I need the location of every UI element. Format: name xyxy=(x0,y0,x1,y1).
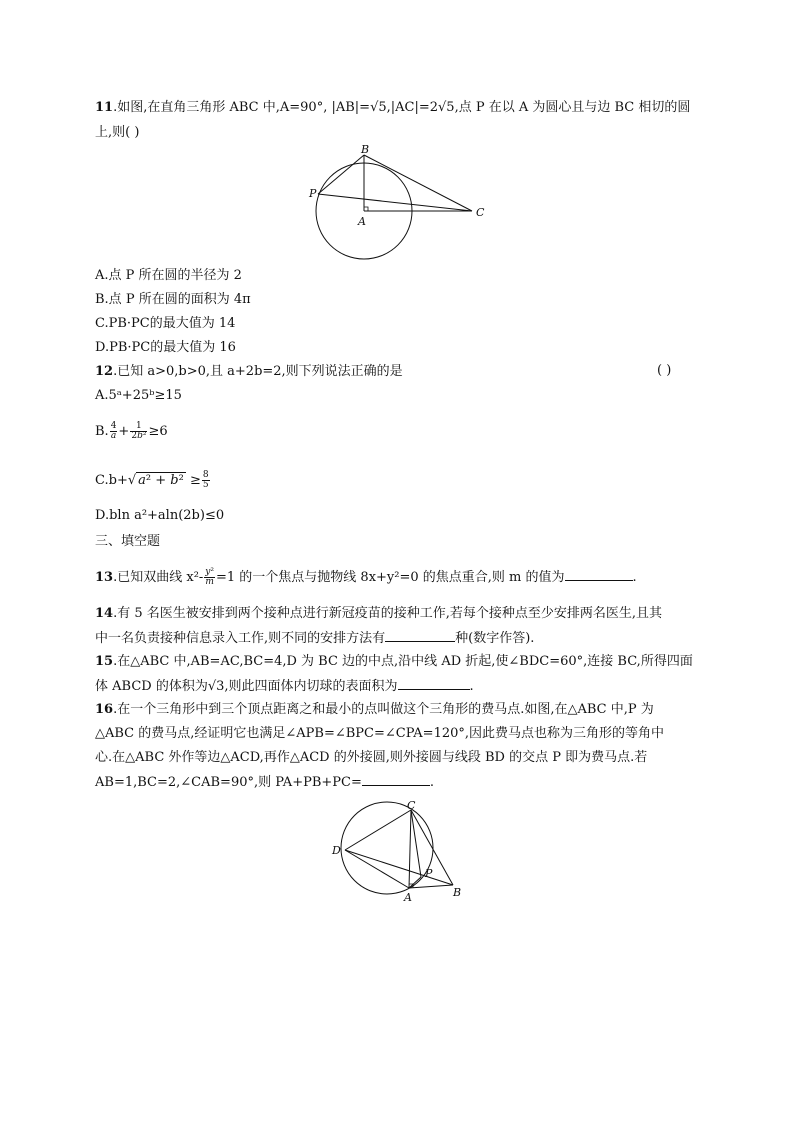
q11-label-p: P xyxy=(309,187,317,200)
q15-line2-after: . xyxy=(469,679,474,694)
q13-text-after: =1 的一个焦点与抛物线 8x+y²=0 的焦点重合,则 m 的值为 xyxy=(216,570,565,585)
q16-line1 xyxy=(95,701,654,719)
q11-segment-pc xyxy=(318,194,472,211)
q11-option-b: B.点 P 所在圆的面积为 4π xyxy=(95,292,251,307)
q16-circle xyxy=(341,802,433,894)
q16-segment-da xyxy=(345,850,409,888)
q16-answer-blank[interactable] xyxy=(362,773,430,786)
q11-segment-bc xyxy=(364,155,472,211)
q16-line2: △ABC 的费马点,经证明它也满足∠APB=∠BPC=∠CPA=120°,因此费马点也称为三角形的等角中 xyxy=(95,726,665,741)
q11-option-d: D.PB·PC的最大值为 16 xyxy=(95,340,236,355)
q16-label-c: C xyxy=(407,800,416,812)
q13-number: 13 xyxy=(95,570,114,585)
q12-option-b-prefix: B. xyxy=(95,424,109,439)
q11-number: 11 xyxy=(95,100,114,115)
q11-stem-line1 xyxy=(95,99,690,117)
q14-line2-before: 中一名负责接种信息录入工作,则不同的安排方法有 xyxy=(95,631,386,646)
q12-option-b: B. $\frac{4}{a}$ + $\frac{1}{\text{2b²}}$ ≥6 xyxy=(95,421,168,441)
q13-end: . xyxy=(632,570,637,585)
q16-segment-dc xyxy=(345,810,411,850)
frac-8-over-5: $\frac{8}{5}$ xyxy=(202,470,209,490)
q11-label-a: A xyxy=(358,215,366,228)
q16-segment-pa xyxy=(409,877,421,888)
q12-stem-text: .已知 a>0,b>0,且 a+2b=2,则下列说法正确的是 xyxy=(113,364,403,379)
q16-number: 16 xyxy=(95,702,114,717)
q11-label-c: C xyxy=(476,206,485,219)
q12-answer-paren: ( ) xyxy=(657,363,672,378)
q11-stem-text: .如图,在直角三角形 ABC 中,A=90°, |AB|=√5,|AC|=2√5,点 P 在以 A 为圆心且与边 BC 相切的圆 xyxy=(113,100,691,115)
q14-line2 xyxy=(95,629,534,648)
q16-line4-after: . xyxy=(429,775,435,790)
q13-answer-blank[interactable] xyxy=(565,568,633,581)
q12-option-c-suffix: ≥ xyxy=(189,473,201,488)
q14-line1 xyxy=(95,605,662,623)
q16-line1-text: .在一个三角形中到三个顶点距离之和最小的点叫做这个三角形的费马点.如图,在△ABC 中,P 为 xyxy=(113,702,654,717)
section-title-fill-in: 三、填空题 xyxy=(95,534,161,549)
q12-option-b-suffix: ≥6 xyxy=(148,424,168,439)
q16-line4-before: AB=1,BC=2,∠CAB=90°,则 PA+PB+PC= xyxy=(95,775,362,790)
q11-option-a: A.点 P 所在圆的半径为 2 xyxy=(95,268,242,283)
q12-option-c-prefix: C.b+ xyxy=(95,473,128,488)
q13-text-before: .已知双曲线 x²- xyxy=(113,570,204,585)
q12-option-c: C.b+√ a² + b² ≥ $\frac{8}{5}$ xyxy=(95,470,209,490)
q16-line3: 心.在△ABC 外作等边△ACD,再作△ACD 的外接圆,则外接圆与线段 BD 的交点 P 即为费马点.若 xyxy=(95,750,648,765)
q15-line1 xyxy=(95,653,693,671)
q16-segment-ca xyxy=(409,810,411,888)
q14-line1-text: .有 5 名医生被安排到两个接种点进行新冠疫苗的接种工作,若每个接种点至少安排两名医生,且其 xyxy=(113,606,663,621)
q11-figure xyxy=(300,142,500,262)
q11-stem-line2: 上,则( ) xyxy=(95,125,140,140)
q16-label-a: A xyxy=(404,891,412,904)
q12-number: 12 xyxy=(95,364,114,379)
q14-line2-after: 种(数字作答). xyxy=(455,631,535,646)
frac-y2-over-m: $\frac{\text{y²}}{m}$ xyxy=(205,567,214,587)
q15-line1-text: .在△ABC 中,AB=AC,BC=4,D 为 BC 边的中点,沿中线 AD 折起,使∠BDC=60°,连接 BC,所得四面 xyxy=(113,654,693,669)
q12-stem xyxy=(95,363,403,381)
q13-line xyxy=(95,566,637,590)
q15-line2-before: 体 ABCD 的体积为√3,则此四面体内切球的表面积为 xyxy=(95,679,398,694)
q16-segment-ab xyxy=(409,885,453,888)
q11-right-angle-mark xyxy=(364,207,368,211)
q15-line2 xyxy=(95,677,474,696)
q15-number: 15 xyxy=(95,654,114,669)
q16-line4 xyxy=(95,773,434,792)
q16-label-p: P xyxy=(425,867,433,880)
q14-answer-blank[interactable] xyxy=(385,629,455,642)
frac-1-over-2b2: $\frac{1}{\text{2b²}}$ xyxy=(131,421,147,441)
frac-4-over-a: $\frac{4}{a}$ xyxy=(110,421,117,441)
q11-segment-pb xyxy=(318,155,364,194)
sqrt-a2-plus-b2: a² + b² xyxy=(138,473,184,488)
q16-figure xyxy=(325,800,475,905)
q16-label-d: D xyxy=(332,844,341,857)
q12-option-d: D.bln a²+aln(2b)≤0 xyxy=(95,508,225,523)
q16-label-b: B xyxy=(453,886,462,899)
q11-option-c: C.PB·PC的最大值为 14 xyxy=(95,316,236,331)
q16-segment-pc xyxy=(411,810,421,877)
q14-number: 14 xyxy=(95,606,114,621)
q12-option-a: A.5ᵃ+25ᵇ≥15 xyxy=(95,388,182,403)
q15-answer-blank[interactable] xyxy=(398,677,470,690)
q11-label-b: B xyxy=(361,143,370,156)
